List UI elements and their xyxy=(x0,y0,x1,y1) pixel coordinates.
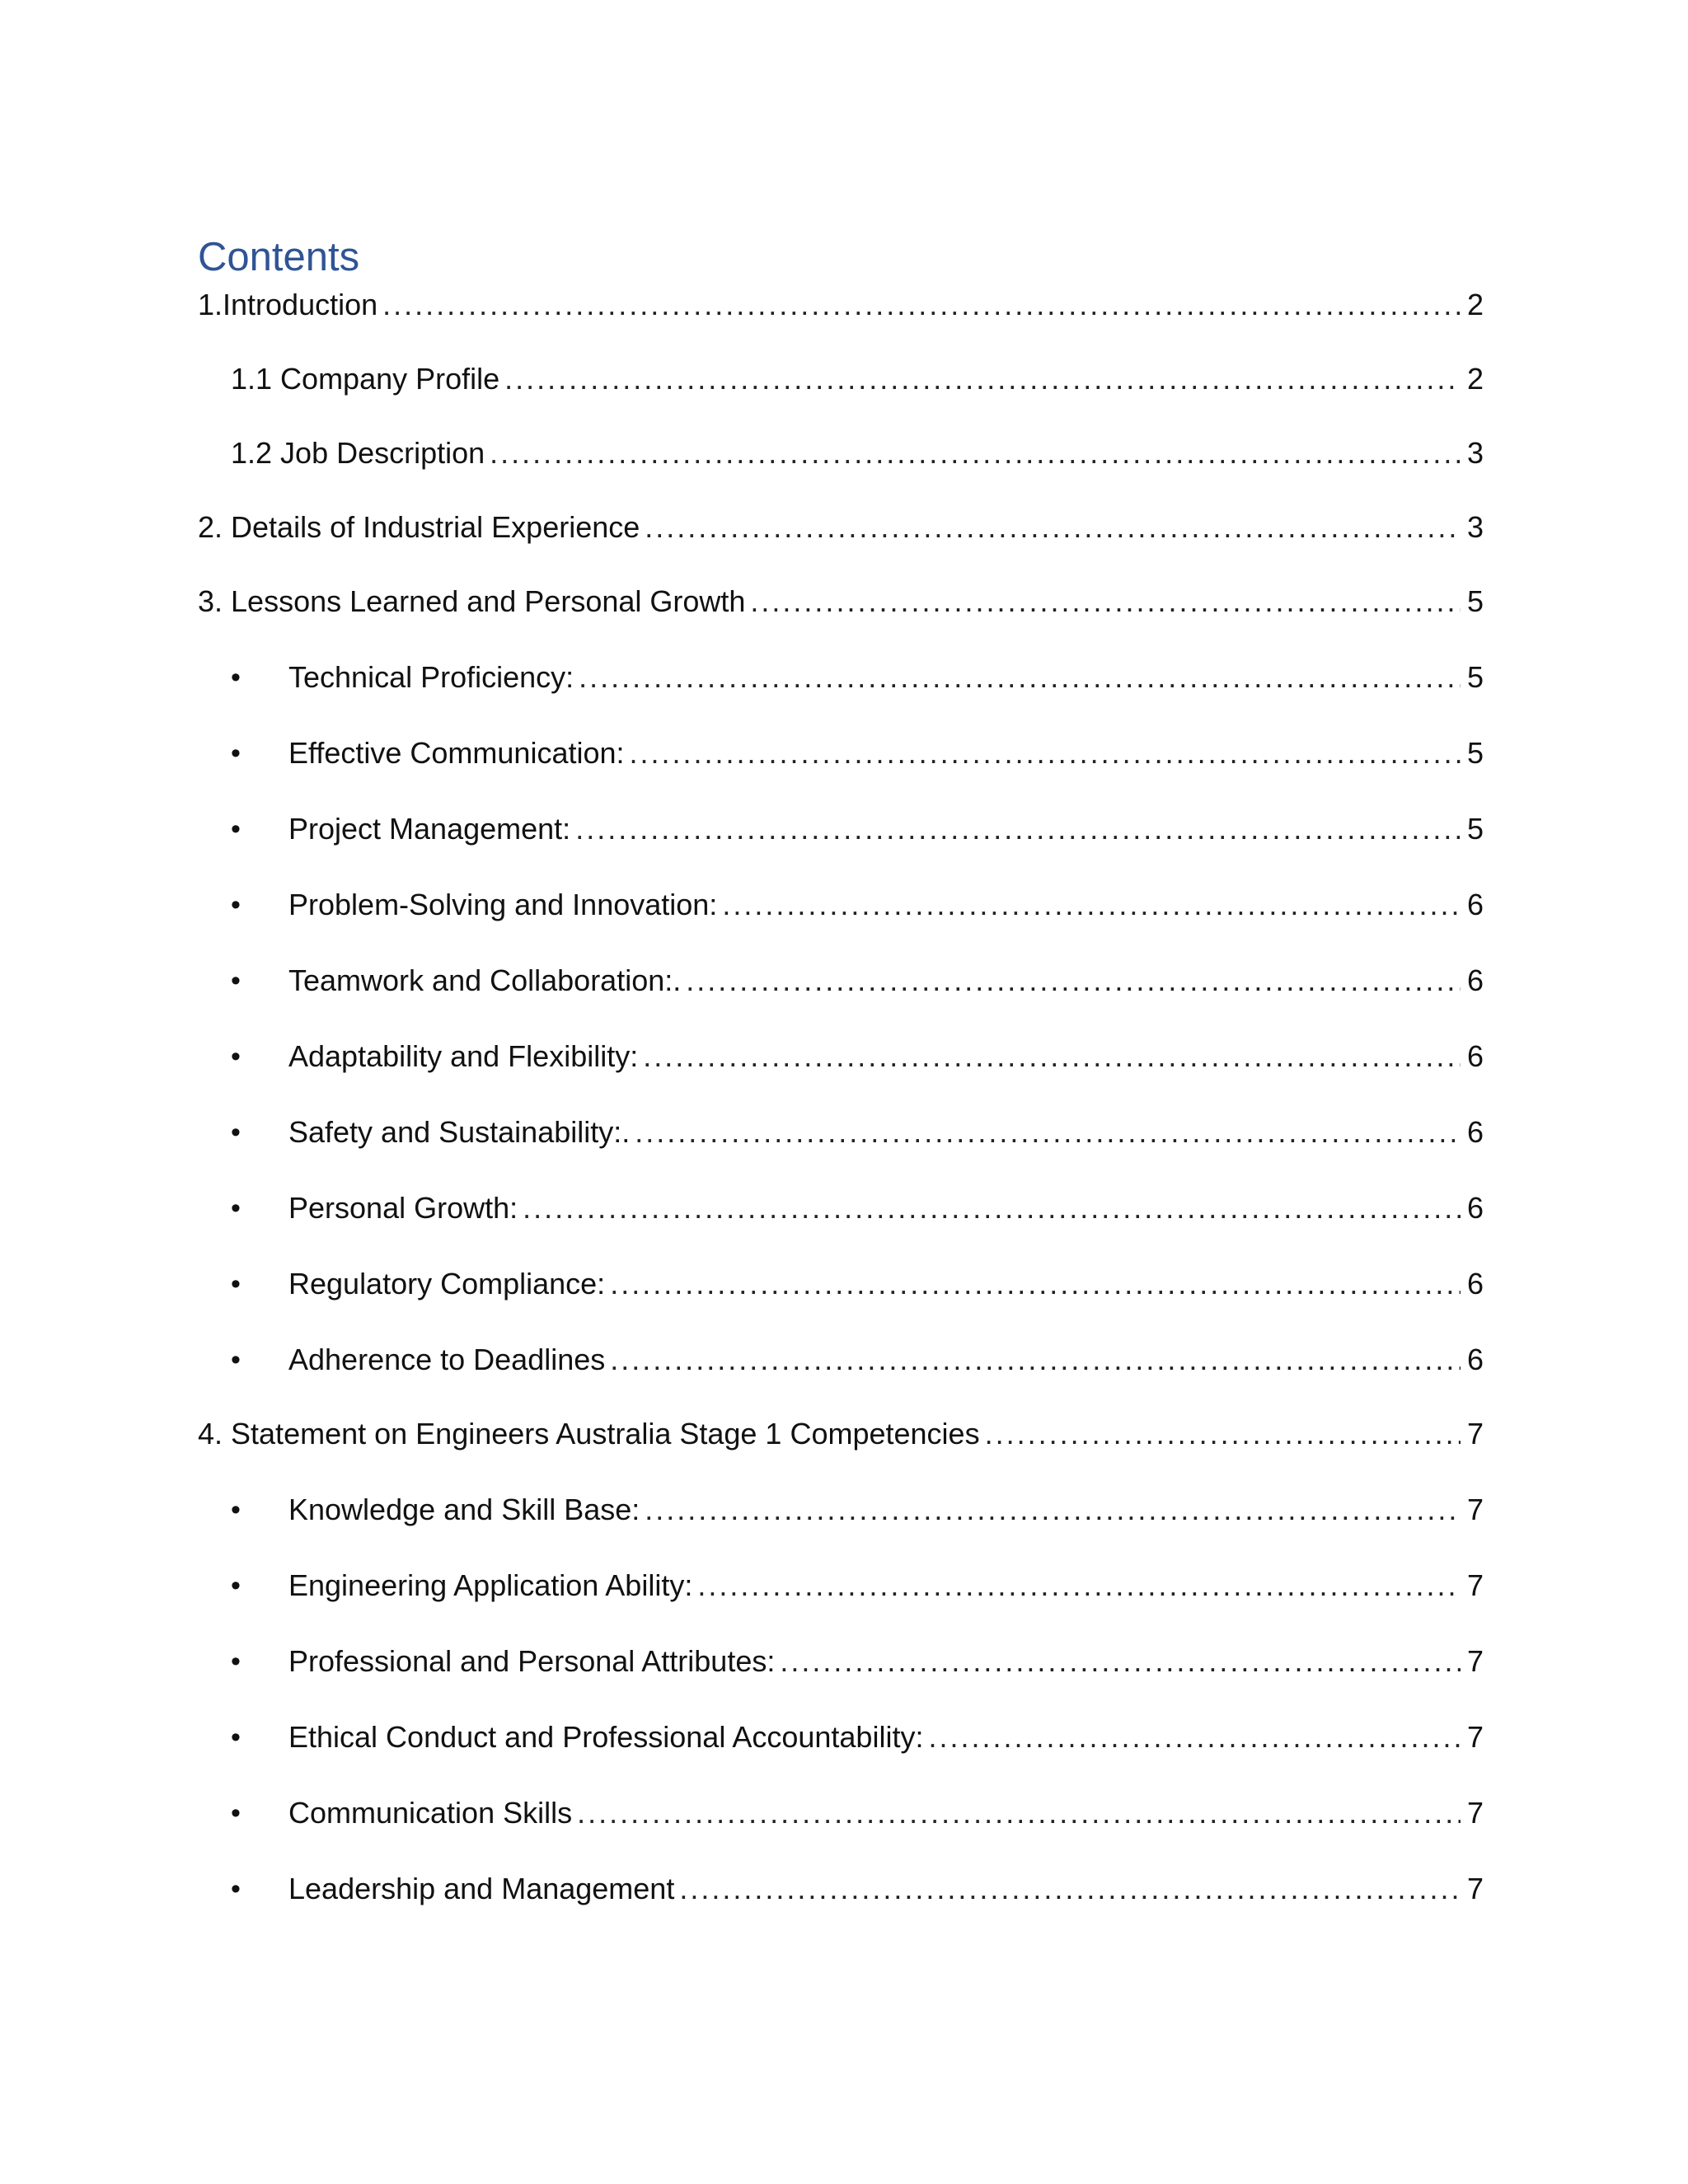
toc-entry-label: Problem-Solving and Innovation: xyxy=(288,888,718,921)
toc-entry-label: Communication Skills xyxy=(288,1796,573,1830)
bullet-icon: • xyxy=(231,662,241,693)
dot-leader xyxy=(686,956,1461,1005)
toc-entry[interactable] xyxy=(198,1108,1484,1157)
dot-leader xyxy=(780,1637,1461,1686)
toc-entry[interactable] xyxy=(198,729,1484,778)
toc-page-number: 7 xyxy=(1466,1644,1484,1678)
toc-entry[interactable] xyxy=(198,1788,1484,1838)
toc-entry-label: Professional and Personal Attributes: xyxy=(288,1644,776,1678)
toc-page-number: 7 xyxy=(1466,1417,1484,1451)
dot-leader xyxy=(643,1032,1461,1081)
bullet-icon: • xyxy=(231,1268,241,1300)
toc-page-number: 7 xyxy=(1466,1872,1484,1905)
toc-entry[interactable] xyxy=(198,1561,1484,1610)
toc-page-number: 2 xyxy=(1466,362,1484,396)
toc-entry[interactable] xyxy=(198,653,1484,702)
toc-page-number: 5 xyxy=(1466,660,1484,694)
toc-entry-label: Ethical Conduct and Professional Accountability: xyxy=(288,1720,924,1754)
toc-entry[interactable] xyxy=(198,429,1484,478)
toc-entry[interactable] xyxy=(198,880,1484,930)
toc-page-number: 3 xyxy=(1466,436,1484,470)
bullet-icon: • xyxy=(231,1646,241,1677)
bullet-icon: • xyxy=(231,889,241,921)
toc-entry-label: Regulatory Compliance: xyxy=(288,1267,606,1301)
toc-page-number: 5 xyxy=(1466,736,1484,770)
dot-leader xyxy=(750,577,1461,626)
toc-entry-label: Knowledge and Skill Base: xyxy=(288,1493,640,1526)
toc-page-number: 5 xyxy=(1466,584,1484,618)
dot-leader xyxy=(577,1788,1461,1838)
dot-leader xyxy=(610,1335,1461,1385)
toc-heading: Contents xyxy=(198,235,360,279)
toc-entry-label: Technical Proficiency: xyxy=(288,660,574,694)
toc-entry-label: Leadership and Management xyxy=(288,1872,675,1905)
dot-leader xyxy=(985,1409,1461,1459)
toc-page-number: 6 xyxy=(1466,1191,1484,1225)
bullet-icon: • xyxy=(231,1117,241,1148)
toc-entry[interactable] xyxy=(198,1637,1484,1686)
toc-entry[interactable] xyxy=(198,503,1484,552)
bullet-icon: • xyxy=(231,1041,241,1072)
toc-entry[interactable] xyxy=(198,354,1484,404)
bullet-icon: • xyxy=(231,1722,241,1753)
toc-entry-label: 1.2 Job Description xyxy=(231,436,485,470)
toc-page-number: 7 xyxy=(1466,1568,1484,1602)
bullet-icon: • xyxy=(231,965,241,996)
toc-entry[interactable] xyxy=(198,1032,1484,1081)
bullet-icon: • xyxy=(231,738,241,769)
toc-entry-label: Effective Communication: xyxy=(288,736,625,770)
toc-entry-label: 2. Details of Industrial Experience xyxy=(198,510,640,544)
toc-entry[interactable] xyxy=(198,577,1484,626)
bullet-icon: • xyxy=(231,1570,241,1601)
toc-entry-label: 1.Introduction xyxy=(198,288,378,321)
dot-leader xyxy=(630,729,1461,778)
dot-leader xyxy=(928,1713,1461,1762)
toc-entry-label: Teamwork and Collaboration:. xyxy=(288,963,682,997)
dot-leader xyxy=(579,653,1461,702)
dot-leader xyxy=(635,1108,1461,1157)
toc-page-number: 6 xyxy=(1466,1343,1484,1376)
dot-leader xyxy=(382,280,1461,330)
bullet-icon: • xyxy=(231,1344,241,1376)
toc-page-number: 6 xyxy=(1466,1267,1484,1301)
toc-entry[interactable] xyxy=(198,804,1484,854)
toc-entry-label: 4. Statement on Engineers Australia Stage 1 Competencies xyxy=(198,1417,980,1451)
toc-page-number: 5 xyxy=(1466,812,1484,846)
bullet-icon: • xyxy=(231,1193,241,1224)
dot-leader xyxy=(490,429,1461,478)
toc-entry-label: 3. Lessons Learned and Personal Growth xyxy=(198,584,746,618)
toc-entry-label: Engineering Application Ability: xyxy=(288,1568,693,1602)
bullet-icon: • xyxy=(231,1873,241,1905)
toc-entry[interactable] xyxy=(198,280,1484,330)
toc-entry-label: Personal Growth: xyxy=(288,1191,518,1225)
toc-page-number: 7 xyxy=(1466,1796,1484,1830)
toc-entry[interactable] xyxy=(198,1713,1484,1762)
dot-leader xyxy=(610,1259,1461,1309)
toc-page-number: 7 xyxy=(1466,1720,1484,1754)
bullet-icon: • xyxy=(231,813,241,845)
dot-leader xyxy=(523,1183,1461,1233)
toc-entry-label: 1.1 Company Profile xyxy=(231,362,500,396)
toc-entry-label: Adherence to Deadlines xyxy=(288,1343,606,1376)
toc-page-number: 7 xyxy=(1466,1493,1484,1526)
toc-page-number: 6 xyxy=(1466,888,1484,921)
dot-leader xyxy=(722,880,1461,930)
toc-page-number: 6 xyxy=(1466,963,1484,997)
toc-page-number: 2 xyxy=(1466,288,1484,321)
toc-entry[interactable] xyxy=(198,956,1484,1005)
toc-entry[interactable] xyxy=(198,1864,1484,1914)
dot-leader xyxy=(504,354,1461,404)
toc-entry[interactable] xyxy=(198,1259,1484,1309)
toc-page-number: 6 xyxy=(1466,1039,1484,1073)
toc-entry[interactable] xyxy=(198,1335,1484,1385)
toc-page-number: 3 xyxy=(1466,510,1484,544)
toc-entry-label: Adaptability and Flexibility: xyxy=(288,1039,639,1073)
bullet-icon: • xyxy=(231,1494,241,1526)
dot-leader xyxy=(697,1561,1461,1610)
toc-entry[interactable] xyxy=(198,1409,1484,1459)
toc-entry[interactable] xyxy=(198,1485,1484,1535)
dot-leader xyxy=(679,1864,1461,1914)
toc-entry-label: Project Management: xyxy=(288,812,571,846)
toc-entry-label: Safety and Sustainability:. xyxy=(288,1115,631,1149)
dot-leader xyxy=(645,1485,1461,1535)
dot-leader xyxy=(575,804,1461,854)
bullet-icon: • xyxy=(231,1797,241,1829)
dot-leader xyxy=(645,503,1461,552)
toc-page-number: 6 xyxy=(1466,1115,1484,1149)
toc-entry[interactable] xyxy=(198,1183,1484,1233)
